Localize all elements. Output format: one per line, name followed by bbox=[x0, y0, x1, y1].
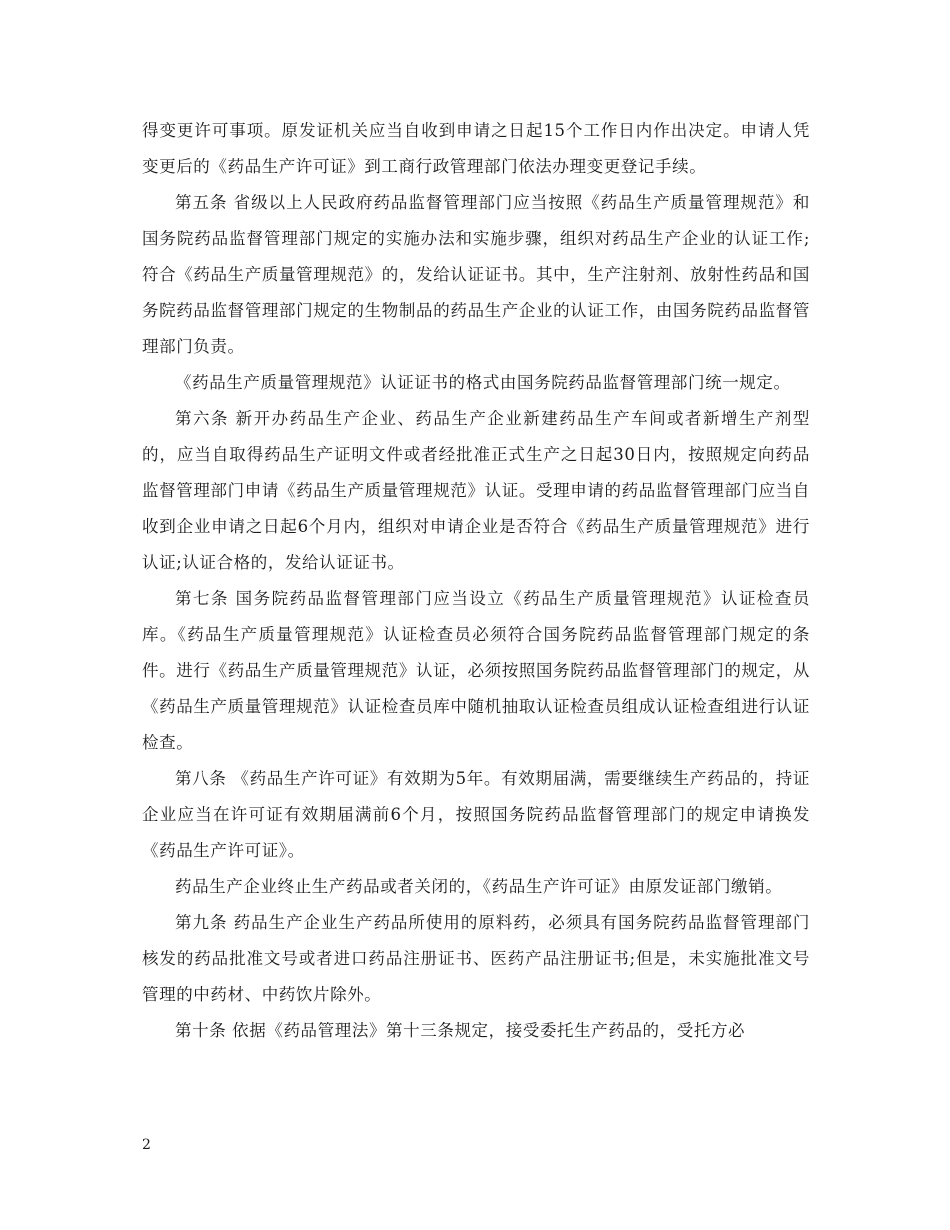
page-number: 2 bbox=[142, 1137, 151, 1153]
paragraph-article-9: 第九条 药品生产企业生产药品所使用的原料药，必须具有国务院药品监督管理部门核发的药品批准文号或者进口药品注册证书、医药产品注册证书;但是，未实施批准文号管理的中药材、中药饮片除外。 bbox=[142, 913, 810, 1004]
paragraph-article-8: 第八条 《药品生产许可证》有效期为5年。有效期届满，需要继续生产药品的，持证企业应当在许可证有效期届满前6个月，按照国务院药品监督管理部门的规定申请换发《药品生产许可证》。 bbox=[142, 769, 810, 860]
paragraph-article-5: 第五条 省级以上人民政府药品监督管理部门应当按照《药品生产质量管理规范》和国务院药品监督管理部门规定的实施办法和实施步骤，组织对药品生产企业的认证工作;符合《药品生产质量管理规范》的，发给认证证书。其中，生产注射剂、放射性药品和国务院药品监督管理部门规定的生物制品的药品生产企业的认证工作，由国务院药品监督管理部门负责。 bbox=[142, 193, 810, 356]
paragraph-certificate-format: 《药品生产质量管理规范》认证证书的格式由国务院药品监督管理部门统一规定。 bbox=[175, 373, 791, 392]
paragraph-article-7: 第七条 国务院药品监督管理部门应当设立《药品生产质量管理规范》认证检查员库。《药品生产质量管理规范》认证检查员必须符合国务院药品监督管理部门规定的条件。进行《药品生产质量管理规范》认证，必须按照国务院药品监督管理部门的规定，从《药品生产质量管理规范》认证检查员库中随机抽取认证检查员组成认证检查组进行认证检查。 bbox=[142, 589, 810, 752]
paragraph-license-cancellation: 药品生产企业终止生产药品或者关闭的，《药品生产许可证》由原发证部门缴销。 bbox=[175, 877, 783, 896]
paragraph-article-10: 第十条 依据《药品管理法》第十三条规定，接受委托生产药品的，受托方必 bbox=[175, 1021, 746, 1040]
paragraph-continuation: 得变更许可事项。原发证机关应当自收到申请之日起15个工作日内作出决定。申请人凭变更后的《药品生产许可证》到工商行政管理部门依法办理变更登记手续。 bbox=[142, 121, 810, 176]
paragraph-article-6: 第六条 新开办药品生产企业、药品生产企业新建药品生产车间或者新增生产剂型的，应当自取得药品生产证明文件或者经批准正式生产之日起30日内，按照规定向药品监督管理部门申请《药品生产质量管理规范》认证。受理申请的药品监督管理部门应当自收到企业申请之日起6个月内，组织对申请企业是否符合《药品生产质量管理规范》进行认证;认证合格的，发给认证证书。 bbox=[142, 409, 810, 572]
document-body bbox=[142, 113, 810, 1049]
